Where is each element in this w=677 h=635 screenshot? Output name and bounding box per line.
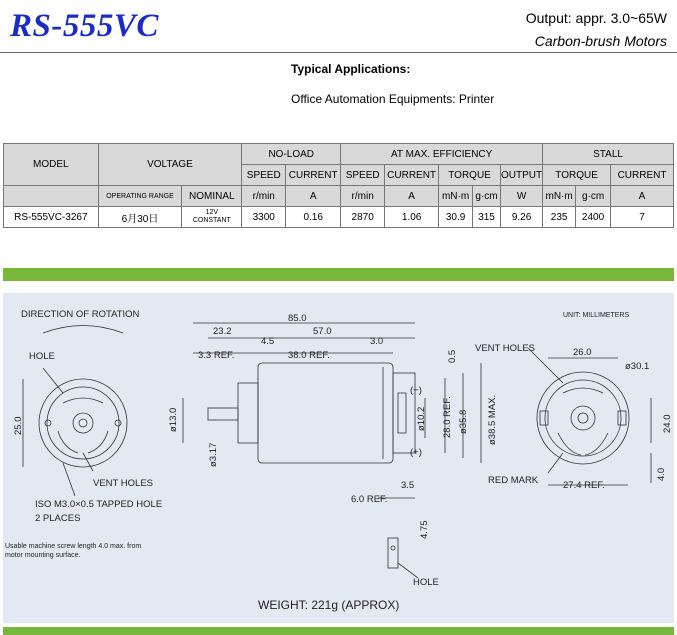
motor-type: Carbon-brush Motors — [534, 33, 667, 49]
cell-nominal — [182, 207, 242, 228]
iso-leader — [63, 463, 75, 496]
dim-24: 24.0 — [662, 414, 673, 433]
left-end-hole-a — [45, 420, 51, 426]
unit-me-output: W — [501, 186, 543, 207]
terminal-detail — [388, 538, 398, 568]
output-range: Output: appr. 3.0~65W — [525, 10, 667, 26]
drawing-panel — [3, 293, 674, 623]
cell-st-current: 7 — [611, 207, 674, 228]
iso-label-2: 2 PLACES — [35, 513, 81, 524]
terminal-block — [398, 393, 406, 433]
vent-leader-left — [83, 453, 93, 471]
terminal-hole-leader — [398, 563, 418, 578]
th-max-eff: AT MAX. EFFICIENCY — [341, 144, 543, 165]
direction-label: DIRECTION OF ROTATION — [21, 309, 140, 320]
rotation-arrow — [43, 326, 123, 334]
th-operating-range: OPERATING RANGE — [98, 186, 182, 207]
front-boss — [238, 383, 258, 443]
applications-heading: Typical Applications: — [291, 62, 411, 76]
cell-me-current: 1.06 — [385, 207, 439, 228]
unit-st-current: A — [611, 186, 674, 207]
dim-301: ø30.1 — [625, 361, 650, 372]
right-end-vent-arcs — [558, 388, 608, 455]
right-terminal-b — [618, 411, 626, 425]
dim-4: 4.0 — [656, 467, 667, 481]
unit-me-torque-gcm: g·cm — [473, 186, 501, 207]
th-me-output: OUTPUT — [501, 165, 543, 186]
usable-note-1: Usable machine screw length 4.0 max. from — [5, 543, 142, 550]
unit-label: UNIT: MILLIMETERS — [563, 312, 630, 319]
left-end-vent-arcs — [58, 398, 108, 453]
cell-nl-speed: 3300 — [242, 207, 286, 228]
cell-me-torque-gcm: 315 — [473, 207, 501, 228]
dim-232: 23.2 — [213, 326, 232, 337]
weight-label: WEIGHT: 221g (APPROX) — [258, 598, 400, 612]
dim-385: ø38.5 MAX. — [487, 394, 498, 445]
dim-25: 25.0 — [13, 416, 24, 435]
th-voltage: VOLTAGE — [98, 144, 242, 186]
left-end-hub — [73, 413, 93, 433]
th-st-torque: TORQUE — [543, 165, 611, 186]
cell-nl-current: 0.16 — [286, 207, 341, 228]
dim-26: 26.0 — [573, 347, 592, 358]
cell-nominal-constant: CONSTANT — [192, 217, 231, 224]
dim-85: 85.0 — [288, 313, 307, 324]
th-me-current: CURRENT — [385, 165, 439, 186]
red-mark-leader — [548, 453, 563, 473]
dim-274ref: 27.4 REF. — [563, 480, 605, 491]
left-end-hole-b — [115, 420, 121, 426]
dim-38ref: 38.0 REF. — [288, 350, 330, 361]
unit-me-speed: r/min — [341, 186, 385, 207]
cell-operating-range: 6月30日 — [98, 207, 182, 228]
dim-45: 4.5 — [261, 336, 275, 347]
cell-me-torque-mnm: 30.9 — [439, 207, 473, 228]
cell-me-output: 9.26 — [501, 207, 543, 228]
unit-st-torque-gcm: g·cm — [576, 186, 611, 207]
model-title: RS-555VC — [10, 8, 159, 44]
hole-leader — [43, 368, 63, 393]
right-end-inner — [545, 380, 621, 456]
th-model-blank — [4, 186, 99, 207]
dim-358: ø35.8 — [458, 409, 469, 434]
motor-body — [258, 363, 393, 463]
th-nl-current: CURRENT — [286, 165, 341, 186]
cell-st-torque-gcm: 2400 — [576, 207, 611, 228]
right-terminal-a — [540, 411, 548, 425]
dim-57: 57.0 — [313, 326, 332, 337]
applications-text: Office Automation Equipments: Printer — [291, 92, 495, 106]
dim-60ref: 6.0 REF. — [351, 494, 388, 505]
dim-317: ø3.17 — [208, 442, 219, 467]
iso-label-1: ISO M3.0×0.5 TAPPED HOLE — [35, 499, 163, 510]
th-no-load: NO-LOAD — [242, 144, 341, 165]
th-st-current: CURRENT — [611, 165, 674, 186]
cell-nominal-voltage: 12V — [205, 209, 219, 216]
unit-me-torque-mnm: mN·m — [439, 186, 473, 207]
motor-drawing — [3, 293, 674, 623]
th-stall: STALL — [543, 144, 674, 165]
dim-28ref: 28.0 REF. — [442, 396, 453, 438]
left-end-shaft — [79, 419, 87, 427]
cell-model: RS-555VC-3267 — [4, 207, 99, 228]
th-model: MODEL — [4, 144, 99, 186]
dim-13: ø13.0 — [168, 407, 179, 432]
dim-475: 4.75 — [419, 520, 430, 539]
dim-30: 3.0 — [370, 336, 384, 347]
right-end-hub — [571, 406, 595, 430]
green-divider-top — [3, 268, 674, 281]
dim-05: 0.5 — [447, 349, 458, 363]
hole-label: HOLE — [29, 351, 55, 362]
unit-me-current: A — [385, 186, 439, 207]
terminal-hole — [391, 546, 395, 550]
right-end-bearing — [578, 413, 588, 423]
right-end-outer — [537, 372, 629, 464]
terminal-plus: (+) — [410, 447, 422, 458]
vent-holes-right-label: VENT HOLES — [475, 343, 536, 354]
spec-table — [3, 143, 674, 228]
unit-st-torque-mnm: mN·m — [543, 186, 576, 207]
shaft-side — [208, 408, 238, 420]
th-me-torque: TORQUE — [439, 165, 501, 186]
red-mark-label: RED MARK — [488, 475, 539, 486]
th-me-speed: SPEED — [341, 165, 385, 186]
vent-holes-left-label: VENT HOLES — [93, 478, 154, 489]
dim-33ref: 3.3 REF. — [198, 350, 235, 361]
cell-me-speed: 2870 — [341, 207, 385, 228]
terminal-minus: (−) — [410, 385, 422, 396]
cell-st-torque-mnm: 235 — [543, 207, 576, 228]
th-nominal: NOMINAL — [182, 186, 242, 207]
usable-note-2: motor mounting surface. — [5, 552, 81, 559]
green-divider-bottom — [3, 627, 674, 635]
th-nl-speed: SPEED — [242, 165, 286, 186]
dim-35: 3.5 — [401, 480, 415, 491]
terminal-hole-label: HOLE — [413, 577, 439, 588]
dim-102: ø10.2 — [416, 406, 427, 431]
unit-nl-current: A — [286, 186, 341, 207]
unit-nl-speed: r/min — [242, 186, 286, 207]
header-divider — [0, 52, 677, 53]
